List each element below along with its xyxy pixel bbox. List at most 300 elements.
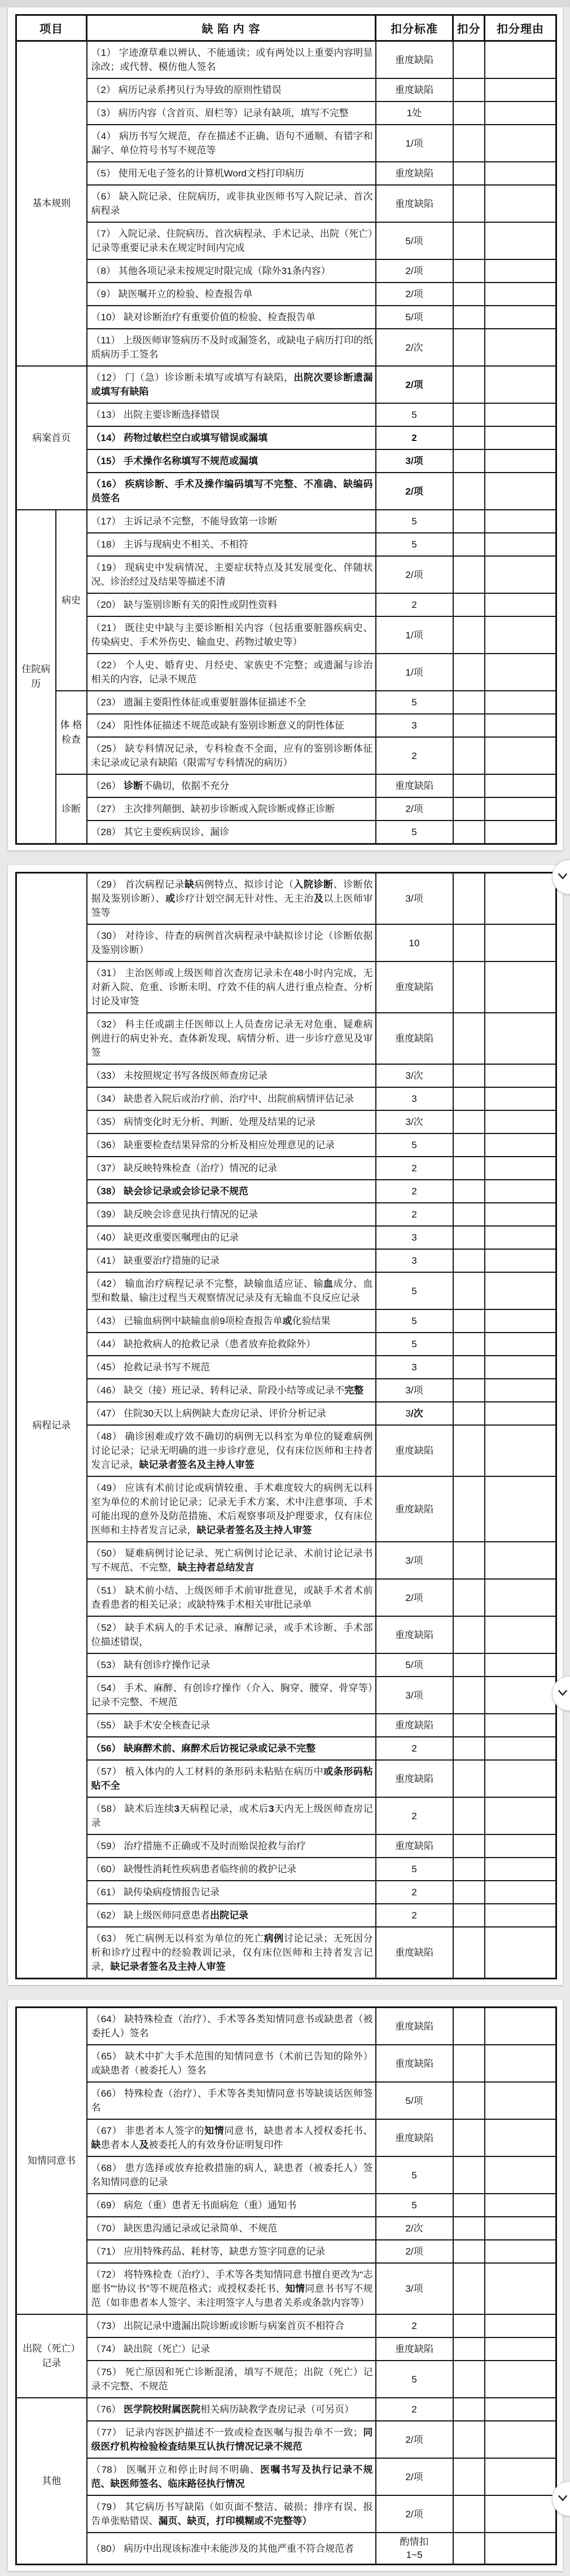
defect-content: （29） 首次病程记录缺病例特点、拟诊讨论（入院诊断、诊断依据及鉴别诊断）、或诊疗计划空洞无针对性、无主治及以上医师审签等 [87,873,376,925]
deduction-value [453,510,485,533]
deduction-standard: 2/项 [376,2458,453,2495]
deduction-standard: 重度缺陷 [376,41,453,79]
table-row [16,510,556,533]
deduction-standard: 10 [376,924,453,961]
deduction-value [453,1476,485,1542]
deduction-standard: 5/项 [376,2082,453,2119]
table-row [16,41,556,79]
deduction-value [453,259,485,283]
deduction-value [453,2398,485,2421]
table-row [16,924,556,961]
deduction-standard: 重度缺陷 [376,774,453,797]
defect-content: （48） 确诊困难或疗效不确切的病例无以科室为单位的疑难病例讨论记录；记录无明确的进一步诊疗意见，仅有床位医师和主持者发言记录，缺记录者签名及主持人审签 [87,1425,376,1476]
deduction-value [453,1714,485,1737]
table-row [16,125,556,162]
defect-content: （18） 主诉与现病史不相关、不相符 [87,533,376,556]
deduction-value [453,1356,485,1379]
deduction-reason [485,1797,556,1834]
deduction-standard: 重度缺陷 [376,1714,453,1737]
defect-content: （28） 其它主要疾病误诊、漏诊 [87,821,376,844]
deduction-standard: 3 [376,1087,453,1110]
deduction-value [453,1425,485,1476]
deduction-reason [485,1333,556,1356]
deduction-reason [485,1356,556,1379]
deduction-standard: 重度缺陷 [376,78,453,102]
deduction-value [453,1087,485,1110]
deduction-standard: 3/次 [376,1110,453,1133]
defect-content: （38） 缺会诊记录或会诊记录不规范 [87,1180,376,1203]
deduction-standard: 2/项 [376,1579,453,1616]
defect-content: （60） 缺慢性消耗性疾病患者临终前的救护记录 [87,1858,376,1881]
deduction-standard: 5 [376,533,453,556]
defect-content: （55） 缺手术安全核查记录 [87,1714,376,1737]
defect-review-table [15,14,557,845]
deduction-standard: 重度缺陷 [376,961,453,1013]
deduction-standard: 重度缺陷 [376,1476,453,1542]
deduction-reason [485,1157,556,1180]
defect-content: （63） 死亡病例无以科室为单位的死亡病例讨论记录；无死因分析和诊疗过程中的经验教训记录，仅有床位医师和主持者发言记录，缺记录者签名及主持人审签 [87,1927,376,1979]
deduction-standard: 5 [376,2156,453,2194]
defect-content: （68） 患方选择或放弃抢救措施的病人，缺患者（被委托人）签名知情同意的记录 [87,2156,376,2194]
deduction-reason [485,1203,556,1226]
deduction-standard: 重度缺陷 [376,2008,453,2045]
deduction-standard: 5 [376,1858,453,1881]
subsection-label: 体 格检查 [56,691,87,774]
table-row [16,2398,556,2421]
defect-content: （66） 特殊检查（治疗）、手术等各类知情同意书等缺谈话医师签名 [87,2082,376,2119]
deduction-value [453,1834,485,1858]
deduction-reason [485,1110,556,1133]
defect-content: （1） 字迹潦草难以辨认、不能通读；或有两处以上重要内容明显涂改；或代替、模仿他人签名 [87,41,376,79]
deduction-reason [485,283,556,306]
deduction-value [453,1402,485,1425]
deduction-standard: 重度缺陷 [376,1760,453,1797]
defect-content: （80） 病历中出现该标准中未能涉及的其他严重不符合规范者 [87,2533,376,2565]
deduction-reason [485,1677,556,1714]
deduction-value [453,1760,485,1797]
deduction-standard: 重度缺陷 [376,1834,453,1858]
defect-content: （13） 出院主要诊断选择错误 [87,403,376,426]
defect-content: （26） 诊断不确切，依据不充分 [87,774,376,797]
table-row [16,1379,556,1402]
deduction-value [453,654,485,691]
defect-content: （3） 病历内容（含首页、眉栏等）记录有缺项，填写不完整 [87,102,376,125]
section-label: 其他 [16,2398,87,2565]
deduction-value [453,797,485,821]
deduction-value [453,1542,485,1579]
deduction-reason [485,259,556,283]
section-label: 病程记录 [16,873,87,1979]
table-row [16,1904,556,1927]
deduction-reason [485,2398,556,2421]
deduction-standard: 2 [376,1203,453,1226]
deduction-value [453,366,485,403]
table-row [16,426,556,449]
chevron-down-icon [556,1686,569,1701]
deduction-value [453,2008,485,2045]
defect-content: （69） 病危（重）患者无书面病危（重）通知书 [87,2194,376,2217]
table-row [16,306,556,329]
deduction-reason [485,924,556,961]
deduction-value [453,2337,485,2361]
table-row [16,2361,556,2398]
deduction-value [453,2194,485,2217]
deduction-value [453,2458,485,2495]
defect-content: （19） 现病史中发病情况、主要症状特点及其发展变化、伴随状况、诊治经过及结果等描述不清 [87,556,376,593]
deduction-reason [485,774,556,797]
table-row [16,1272,556,1309]
table-row [16,1476,556,1542]
deduction-reason [485,426,556,449]
table-row [16,2082,556,2119]
deduction-standard: 2 [376,1797,453,1834]
table-row [16,1760,556,1797]
deduction-standard: 2 [376,1180,453,1203]
table-row [16,449,556,473]
deduction-reason [485,2045,556,2082]
deduction-value [453,1064,485,1087]
deduction-standard: 2/项 [376,556,453,593]
deduction-value [453,2361,485,2398]
deduction-standard: 5 [376,2194,453,2217]
deduction-reason [485,1272,556,1309]
table-row [16,1714,556,1737]
deduction-standard: 5 [376,1333,453,1356]
deduction-reason [485,714,556,737]
column-header-deduction-reason: 扣分理由 [485,15,556,41]
deduction-standard: 3 [376,1249,453,1272]
subsection-label: 诊断 [56,774,87,844]
deduction-standard: 重度缺陷 [376,1013,453,1064]
viewer-top-margin [0,0,570,7]
defect-content: （57） 植入体内的人工材料的条形码未粘贴在病历中或条形码粘贴不全 [87,1760,376,1797]
defect-content: （45） 抢救记录书写不规范 [87,1356,376,1379]
deduction-standard: 2 [376,2314,453,2337]
table-row [16,961,556,1013]
section-label: 知情同意书 [16,2008,87,2315]
table-row [16,1881,556,1904]
defect-content: （44） 缺抢救病人的抢救记录（患者放弃抢救除外） [87,1333,376,1356]
column-header-deduction-standard: 扣分标准 [376,15,453,41]
table-row [16,1309,556,1333]
deduction-value [453,873,485,925]
table-row [16,259,556,283]
defect-content: （70） 缺医患沟通记录或记录简单、不规范 [87,2217,376,2240]
defect-content: （46） 缺交（接）班记录、转科记录、阶段小结等或记录不完整 [87,1379,376,1402]
deduction-standard: 3/项 [376,873,453,925]
column-header-defect-content: 缺 陷 内 容 [87,15,376,41]
deduction-value [453,1133,485,1157]
defect-content: （14） 药物过敏栏空白或填写错误或漏填 [87,426,376,449]
defect-content: （40） 缺更改重要医嘱理由的记录 [87,1226,376,1249]
deduction-value [453,2495,485,2533]
deduction-reason [485,1927,556,1979]
defect-content: （17） 主诉记录不完整，不能导致第一诊断 [87,510,376,533]
deduction-value [453,1013,485,1064]
deduction-value [453,533,485,556]
section-label: 基本规则 [16,41,87,367]
deduction-reason [485,1542,556,1579]
deduction-standard: 3/项 [376,2263,453,2314]
deduction-value [453,1379,485,1402]
deduction-value [453,329,485,366]
deduction-standard: 酌情扣 1~5 [376,2533,453,2565]
deduction-standard: 重度缺陷 [376,2045,453,2082]
deduction-reason [485,2217,556,2240]
deduction-value [453,1579,485,1616]
table-row [16,2194,556,2217]
deduction-standard: 2/项 [376,259,453,283]
table-row [16,1677,556,1714]
deduction-reason [485,1476,556,1542]
deduction-value [453,1309,485,1333]
deduction-standard: 3/项 [376,1677,453,1714]
deduction-standard: 5/项 [376,306,453,329]
deduction-value [453,1226,485,1249]
deduction-standard: 5 [376,510,453,533]
deduction-reason [485,2082,556,2119]
deduction-reason [485,961,556,1013]
deduction-standard: 2/项 [376,366,453,403]
deduction-value [453,593,485,616]
deduction-standard: 2 [376,1904,453,1927]
deduction-reason [485,691,556,714]
deduction-reason [485,162,556,185]
deduction-reason [485,1834,556,1858]
deduction-reason [485,1760,556,1797]
deduction-reason [485,403,556,426]
defect-content: （15） 手术操作名称填写不规范或漏填 [87,449,376,473]
deduction-value [453,1180,485,1203]
deduction-value [453,1881,485,1904]
defect-content: （76） 医学院校附属医院相关病历缺教学查房记录（可另页） [87,2398,376,2421]
table-row [16,533,556,556]
defect-content: （37） 缺反映特殊检查（治疗）情况的记录 [87,1157,376,1180]
defect-content: （41） 缺重要治疗措施的记录 [87,1249,376,1272]
deduction-reason [485,2314,556,2337]
defect-content: （65） 缺术中扩大手术范围的知情同意书（术前已告知的除外）或缺患者（被委托人）签名 [87,2045,376,2082]
defect-content: （9） 缺医嘱开立的检验、检查报告单 [87,283,376,306]
defect-content: （12） 门（急）诊诊断未填写或填写有缺陷，出院次要诊断遗漏或填写有缺陷 [87,366,376,403]
deduction-reason [485,1904,556,1927]
deduction-standard: 5 [376,821,453,844]
defect-content: （58） 缺术后连续3天病程记录，或术后3天内无上级医师查房记录 [87,1797,376,1834]
defect-content: （54） 手术、麻醉、有创诊疗操作（介入、胸穿、腰穿、骨穿等）记录不完整、不规范 [87,1677,376,1714]
deduction-reason [485,449,556,473]
deduction-standard: 2 [376,593,453,616]
section-label: 住院病历 [16,510,56,844]
deduction-reason [485,2119,556,2156]
deduction-value [453,1858,485,1881]
deduction-value [453,821,485,844]
table-row [16,556,556,593]
deduction-value [453,961,485,1013]
deduction-value [453,691,485,714]
table-row [16,1542,556,1579]
deduction-reason [485,2361,556,2398]
deduction-value [453,2156,485,2194]
defect-content: （31） 主治医师或上级医师首次查房记录未在48小时内完成，无对新入院、危重、诊断未明、疗效不佳的病人进行重点检查、分析讨论及审签 [87,961,376,1013]
deduction-reason [485,1133,556,1157]
defect-content: （59） 治疗措施不正确或不及时而贻误抢救与治疗 [87,1834,376,1858]
deduction-value [453,924,485,961]
deduction-reason [485,2263,556,2314]
deduction-value [453,473,485,510]
deduction-reason [485,2495,556,2533]
deduction-value [453,1677,485,1714]
defect-content: （8） 其他各项记录未按规定时限完成（除外31条内容） [87,259,376,283]
defect-content: （50） 疑难病例讨论记录、死亡病例讨论记录、术前讨论记录书写不规范、不完整，缺主持者总结发言 [87,1542,376,1579]
table-row [16,2119,556,2156]
deduction-standard: 重度缺陷 [376,2337,453,2361]
table-row [16,691,556,714]
table-row [16,1834,556,1858]
defect-content: （79） 其它病历书写缺陷（如页面不整洁、破损；排序有误、报告单张贴错误、漏页、缺页，打印模糊或不完整等） [87,2495,376,2533]
deduction-reason [485,222,556,259]
deduction-reason [485,2240,556,2263]
deduction-value [453,1110,485,1133]
table-row [16,185,556,222]
deduction-value [453,1927,485,1979]
deduction-value [453,1616,485,1653]
deduction-standard: 重度缺陷 [376,1425,453,1476]
deduction-standard: 3/项 [376,449,453,473]
table-row [16,403,556,426]
deduction-standard: 2 [376,737,453,774]
deduction-reason [485,1180,556,1203]
defect-content: （78） 医嘱开立和停止时间不明确、医嘱书写及执行记录不规范、缺医师签名、临床路径执行情况 [87,2458,376,2495]
defect-content: （16） 疾病诊断、手术及操作编码填写不完整、不准确、缺编码员签名 [87,473,376,510]
defect-content: （21） 既往史中缺与主要诊断相关内容（包括重要脏器疾病史、传染病史、手术外伤史、输血史、药物过敏史等） [87,616,376,654]
defect-content: （39） 缺反映会诊意见执行情况的记录 [87,1203,376,1226]
table-row [16,2337,556,2361]
defect-content: （5） 使用无电子签名的计算机Word文档打印病历 [87,162,376,185]
deduction-value [453,1272,485,1309]
deduction-value [453,283,485,306]
table-row [16,1203,556,1226]
defect-content: （43） 已输血病例中缺输血前9项检查报告单或化验结果 [87,1309,376,1333]
defect-content: （23） 遗漏主要阳性体征或重要脏器体征描述不全 [87,691,376,714]
deduction-reason [485,1087,556,1110]
section-label: 病案首页 [16,366,87,510]
defect-content: （10） 缺对诊断治疗有重要价值的检验、检查报告单 [87,306,376,329]
defect-content: （61） 缺传染病疫情报告记录 [87,1881,376,1904]
deduction-value [453,78,485,102]
deduction-value [453,1203,485,1226]
table-row [16,1797,556,1834]
deduction-value [453,306,485,329]
defect-content: （74） 缺出院（死亡）记录 [87,2337,376,2361]
deduction-reason [485,329,556,366]
deduction-reason [485,185,556,222]
deduction-standard: 重度缺陷 [376,2119,453,2156]
table-row [16,2045,556,2082]
table-row [16,102,556,125]
deduction-reason [485,1579,556,1616]
deduction-value [453,774,485,797]
table-row [16,737,556,774]
table-row [16,1087,556,1110]
deduction-standard: 3 [376,714,453,737]
section-label: 出院（死亡）记录 [16,2314,87,2398]
table-row [16,1064,556,1087]
deduction-standard: 3/项 [376,1542,453,1579]
deduction-value [453,1797,485,1834]
table-row [16,473,556,510]
table-row [16,2533,556,2565]
deduction-standard: 重度缺陷 [376,1927,453,1979]
deduction-reason [485,125,556,162]
deduction-standard: 2/项 [376,283,453,306]
defect-content: （2） 病历记录系拷贝行为导致的原则性错误 [87,78,376,102]
defect-content: （77） 记录内容医护描述不一致或检查医嘱与报告单不一致；同级医疗机构检验检查结果互认执行情况记录不规范 [87,2421,376,2458]
chevron-down-icon [556,2491,569,2507]
deduction-reason [485,821,556,844]
deduction-value [453,2240,485,2263]
table-row [16,1616,556,1653]
deduction-value [453,403,485,426]
defect-content: （4） 病历书写欠规范，存在描述不正确、语句不通顺、有错字和漏字、单位符号书写不规范等 [87,125,376,162]
table-row [16,366,556,403]
table-row [16,1858,556,1881]
defect-content: （72） 将特殊检查（治疗）、手术等各类知情同意书擅自更改为“志愿书”“协议书”等不规范格式；或授权委托书、知情同意书书写不规范（如非患者本人签字、未注明签字人与患者关系或条款内容等） [87,2263,376,2314]
deduction-value [453,2217,485,2240]
deduction-reason [485,1013,556,1064]
deduction-reason [485,306,556,329]
table-row [16,714,556,737]
deduction-reason [485,2156,556,2194]
defect-content: （51） 缺术前小结、上级医师手术前审批意见，或缺手术者术前查看患者的相关记录；或缺特殊手术相关审批记录单 [87,1579,376,1616]
deduction-reason [485,616,556,654]
deduction-standard: 2/项 [376,2495,453,2533]
defect-content: （52） 缺手术病人的手术记录、麻醉记录，或手术诊断、手术部位描述错误， [87,1616,376,1653]
document-page-2 [8,865,563,1985]
deduction-standard: 1/项 [376,616,453,654]
deduction-reason [485,654,556,691]
deduction-reason [485,1653,556,1677]
defect-content: （56） 缺麻醉术前、麻醉术后访视记录或记录不完整 [87,1737,376,1760]
deduction-standard: 2/次 [376,329,453,366]
deduction-standard: 5 [376,691,453,714]
table-row [16,1226,556,1249]
table-row [16,2240,556,2263]
deduction-standard: 3 [376,1356,453,1379]
deduction-standard: 重度缺陷 [376,162,453,185]
deduction-standard: 2/项 [376,797,453,821]
deduction-value [453,2533,485,2565]
deduction-standard: 2 [376,1157,453,1180]
defect-content: （64） 缺特殊检查（治疗）、手术等各类知情同意书或缺患者（被委托人）签名 [87,2008,376,2045]
deduction-value [453,556,485,593]
deduction-value [453,2082,485,2119]
table-row [16,1737,556,1760]
deduction-reason [485,737,556,774]
deduction-reason [485,797,556,821]
defect-content: （32） 科主任或副主任医师以上人员查房记录无对危重、疑难病例进行的病史补充、查体新发现、病情分析、进一步诊疗意见及审签 [87,1013,376,1064]
deduction-reason [485,1616,556,1653]
table-row [16,1425,556,1476]
viewer-bottom-margin [0,2571,570,2576]
deduction-value [453,1157,485,1180]
table-row [16,797,556,821]
deduction-standard: 5 [376,1272,453,1309]
table-row [16,654,556,691]
table-row [16,2217,556,2240]
deduction-reason [485,1249,556,1272]
table-row [16,2421,556,2458]
deduction-reason [485,1309,556,1333]
defect-content: （20） 缺与鉴别诊断有关的阳性或阴性资料 [87,593,376,616]
